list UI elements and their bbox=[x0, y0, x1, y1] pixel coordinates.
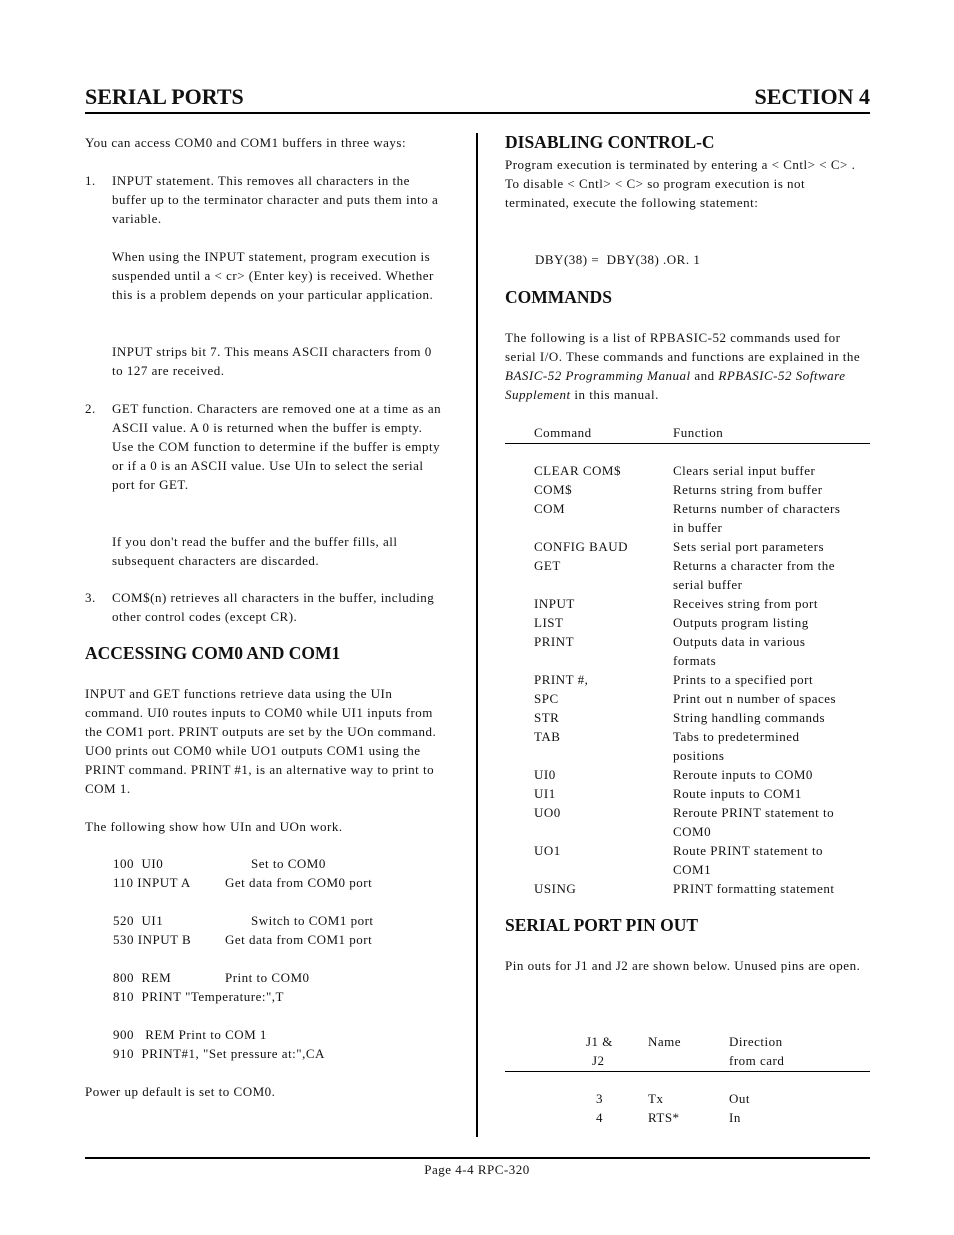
ctrlc-code: DBY(38) = DBY(38) .OR. 1 bbox=[535, 252, 701, 267]
pinout-heading: SERIAL PORT PIN OUT bbox=[505, 915, 699, 935]
command-function: Route inputs to COM1 bbox=[673, 786, 802, 801]
command-function: Print out n number of spaces bbox=[673, 691, 837, 706]
column-divider bbox=[476, 133, 478, 1137]
pin-header-pin: J1 & bbox=[586, 1034, 613, 1049]
commands-text: in this manual. bbox=[570, 387, 659, 402]
code-line: 800 REM bbox=[113, 970, 172, 985]
command-name: UO0 bbox=[534, 805, 561, 820]
code-comment: Switch to COM1 port bbox=[251, 913, 374, 928]
command-name: CLEAR COM$ bbox=[534, 463, 621, 478]
pin-header-name: Name bbox=[648, 1034, 682, 1049]
ctrlc-heading: DISABLING CONTROL-C bbox=[505, 132, 715, 152]
section-number: SECTION 4 bbox=[754, 84, 870, 109]
pin-header-direction-2: from card bbox=[729, 1053, 785, 1068]
code-line: 810 PRINT "Temperature:",T bbox=[113, 989, 284, 1004]
command-function: Outputs data in various formats bbox=[673, 634, 806, 668]
section-title: SERIAL PORTS bbox=[85, 84, 244, 109]
command-name: SPC bbox=[534, 691, 559, 706]
command-function: PRINT formatting statement bbox=[673, 881, 835, 896]
command-function: Sets serial port parameters bbox=[673, 539, 825, 554]
command-name: INPUT bbox=[534, 596, 575, 611]
code-comment: Get data from COM0 port bbox=[225, 875, 373, 890]
accessing-heading: ACCESSING COM0 AND COM1 bbox=[85, 643, 341, 663]
command-function: Returns string from buffer bbox=[673, 482, 823, 497]
command-name: TAB bbox=[534, 729, 561, 744]
command-name: LIST bbox=[534, 615, 564, 630]
code-line: 110 INPUT A bbox=[113, 875, 191, 890]
code-line: 520 UI1 bbox=[113, 913, 164, 928]
code-line: 910 PRINT#1, "Set pressure at:",CA bbox=[113, 1046, 325, 1061]
table-header-function: Function bbox=[673, 425, 724, 440]
command-name: STR bbox=[534, 710, 560, 725]
follow-text: The following show how UIn and UOn work. bbox=[85, 819, 343, 834]
pin-header-rule bbox=[505, 1071, 870, 1072]
pin-number: 4 bbox=[596, 1110, 603, 1125]
command-name: GET bbox=[534, 558, 561, 573]
command-function: String handling commands bbox=[673, 710, 826, 725]
code-line: 100 UI0 bbox=[113, 856, 164, 871]
code-comment: Print to COM0 bbox=[225, 970, 310, 985]
command-function: Clears serial input buffer bbox=[673, 463, 816, 478]
command-name: COM bbox=[534, 501, 566, 516]
code-comment: Set to COM0 bbox=[251, 856, 326, 871]
command-function: Outputs program listing bbox=[673, 615, 809, 630]
commands-text: and bbox=[690, 368, 719, 383]
supplement-title: RPBASIC-52 Software Supplement bbox=[505, 368, 846, 402]
pin-direction: Out bbox=[729, 1091, 750, 1106]
footer-rule bbox=[85, 1157, 870, 1159]
pinout-paragraph: Pin outs for J1 and J2 are shown below. Unused pins are open. bbox=[505, 958, 861, 973]
list-number: 3. bbox=[85, 590, 96, 605]
command-name: PRINT bbox=[534, 634, 575, 649]
commands-paragraph bbox=[505, 328, 870, 404]
command-name: USING bbox=[534, 881, 577, 896]
commands-text: The following is a list of RPBASIC-52 commands used for serial I/O. These commands and functions are explained in the bbox=[505, 330, 861, 364]
code-comment: Get data from COM1 port bbox=[225, 932, 373, 947]
table-header-command: Command bbox=[534, 425, 592, 440]
command-function: Returns number of characters in buffer bbox=[673, 501, 841, 535]
list-paragraph: COM$(n) retrieves all characters in the buffer, including other control codes (except CR). bbox=[112, 590, 435, 624]
page-footer: Page 4-4 RPC-320 bbox=[424, 1162, 530, 1177]
command-function: Prints to a specified port bbox=[673, 672, 814, 687]
ctrlc-paragraph: Program execution is terminated by entering a < Cntl> < C> . To disable < Cntl> < C> so program execution is not terminated, execute the following statement: bbox=[505, 157, 856, 210]
manual-title: BASIC-52 Programming Manual bbox=[505, 368, 691, 383]
list-paragraph: If you don't read the buffer and the buffer fills, all subsequent characters are discarded. bbox=[112, 534, 398, 568]
list-paragraph: INPUT strips bit 7. This means ASCII characters from 0 to 127 are received. bbox=[112, 344, 432, 378]
command-function: Reroute PRINT statement to COM0 bbox=[673, 805, 835, 839]
pin-number: 3 bbox=[596, 1091, 603, 1106]
pin-name: Tx bbox=[648, 1091, 664, 1106]
table-header-rule bbox=[505, 443, 870, 444]
command-function: Receives string from port bbox=[673, 596, 818, 611]
command-function: Route PRINT statement to COM1 bbox=[673, 843, 824, 877]
command-name: UI0 bbox=[534, 767, 556, 782]
command-function: Tabs to predetermined positions bbox=[673, 729, 800, 763]
list-number: 1. bbox=[85, 173, 96, 188]
commands-heading: COMMANDS bbox=[505, 287, 612, 307]
pin-direction: In bbox=[729, 1110, 741, 1125]
command-name: UI1 bbox=[534, 786, 556, 801]
pin-name: RTS* bbox=[648, 1110, 680, 1125]
list-paragraph: INPUT statement. This removes all characters in the buffer up to the terminator character and puts them into a variable. bbox=[112, 173, 439, 226]
command-name: CONFIG BAUD bbox=[534, 539, 628, 554]
accessing-paragraph: INPUT and GET functions retrieve data using the UIn command. UI0 routes inputs to COM0 while UI1 inputs from the COM1 port. PRINT outputs are set by the UOn command. UO0 prints out COM0 while UO1 outputs COM1 using the PRINT command. PRINT #1, is an alternative way to print to COM 1. bbox=[85, 686, 437, 796]
code-line: 900 REM Print to COM 1 bbox=[113, 1027, 267, 1042]
list-number: 2. bbox=[85, 401, 96, 416]
pin-header-direction: Direction bbox=[729, 1034, 783, 1049]
code-line: 530 INPUT B bbox=[113, 932, 192, 947]
command-name: UO1 bbox=[534, 843, 561, 858]
header-rule bbox=[85, 112, 870, 114]
intro-text: You can access COM0 and COM1 buffers in three ways: bbox=[85, 135, 407, 150]
default-text: Power up default is set to COM0. bbox=[85, 1084, 276, 1099]
command-function: Returns a character from the serial buffer bbox=[673, 558, 835, 592]
list-paragraph: When using the INPUT statement, program execution is suspended until a < cr> (Enter key) is received. Whether this is a problem depends on your particular application. bbox=[112, 249, 434, 302]
pin-header-pin-2: J2 bbox=[592, 1053, 605, 1068]
command-name: COM$ bbox=[534, 482, 573, 497]
list-paragraph: GET function. Characters are removed one at a time as an ASCII value. A 0 is returned when the buffer is empty. Use the COM function to determine if the buffer is empty or if a 0 is an ASCII value. Use UIn to select the serial port for GET. bbox=[112, 401, 442, 492]
command-function: Reroute inputs to COM0 bbox=[673, 767, 813, 782]
command-name: PRINT #, bbox=[534, 672, 589, 687]
